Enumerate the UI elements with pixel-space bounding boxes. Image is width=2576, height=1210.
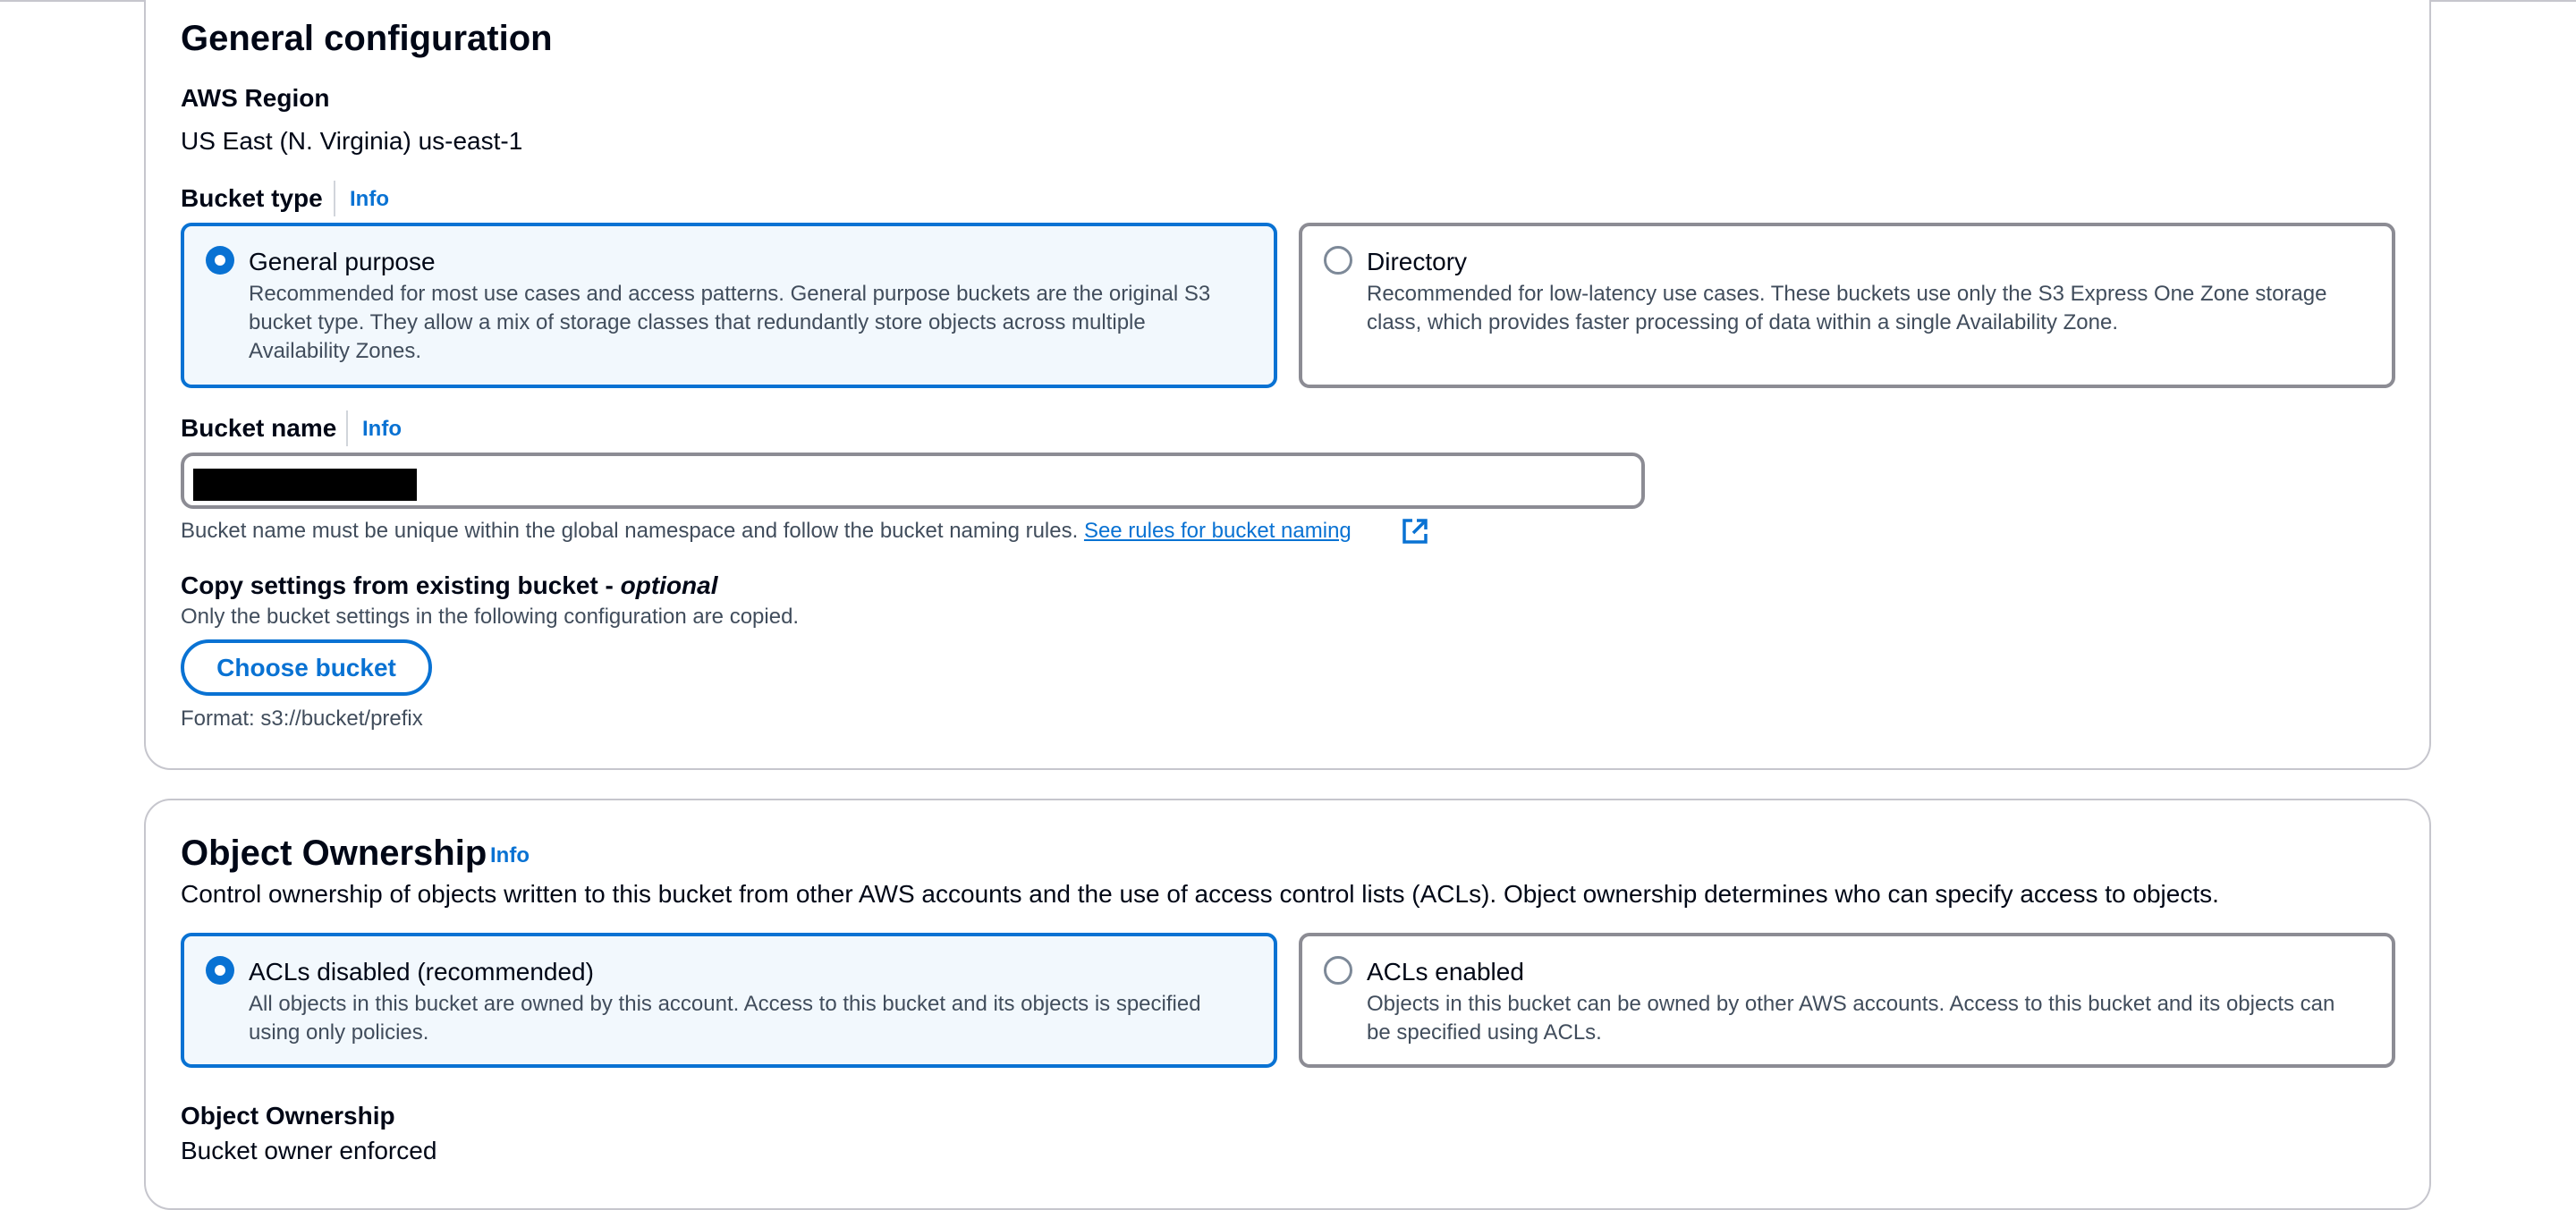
optional-tag: optional bbox=[620, 571, 718, 599]
acls-enabled-description: Objects in this bucket can be owned by other AWS accounts. Access to this bucket and its objects can be specified using ACLs. bbox=[1367, 992, 2335, 1045]
directory-description: Recommended for low-latency use cases. These buckets use only the S3 Express One Zone storage class, which provides faster processing of data within a single Availability Zone. bbox=[1367, 282, 2327, 334]
acls-disabled-title: ACLs disabled (recommended) bbox=[249, 958, 594, 986]
bucket-name-input[interactable] bbox=[181, 453, 1645, 509]
bucket-type-info-link[interactable]: Info bbox=[350, 187, 389, 211]
acls-disabled-description: All objects in this bucket are owned by this account. Access to this bucket and its objects is specified using only policies. bbox=[249, 992, 1201, 1045]
general-configuration-title: General configuration bbox=[181, 19, 553, 58]
object-ownership-result-label: Object Ownership bbox=[181, 1102, 395, 1130]
object-ownership-info-link[interactable]: Info bbox=[490, 843, 530, 867]
copy-settings-description: Only the bucket settings in the following configuration are copied. bbox=[181, 605, 800, 629]
acls-disabled-card[interactable] bbox=[181, 933, 1277, 1068]
bucket-type-general-purpose-card[interactable] bbox=[181, 223, 1277, 388]
directory-radio[interactable] bbox=[1324, 246, 1352, 275]
directory-title: Directory bbox=[1367, 248, 1468, 275]
copy-settings-label: Copy settings from existing bucket - optional bbox=[181, 571, 718, 599]
bucket-name-helper-text: Bucket name must be unique within the global namespace and follow the bucket naming rules. bbox=[181, 519, 1079, 543]
bucket-type-directory-card[interactable] bbox=[1299, 223, 2395, 388]
bucket-name-label: Bucket name bbox=[181, 414, 337, 442]
redacted-bucket-name bbox=[193, 469, 417, 501]
label-separator bbox=[334, 181, 335, 216]
general-purpose-description: Recommended for most use cases and access patterns. General purpose buckets are the original S3 bucket type. They allow a mix of storage classes that redundantly store objects across multiple Availability Zones. bbox=[249, 282, 1211, 363]
label-separator bbox=[346, 410, 348, 446]
bucket-naming-rules-link[interactable]: See rules for bucket naming bbox=[1083, 519, 1352, 543]
acls-enabled-card[interactable] bbox=[1299, 933, 2395, 1068]
bucket-name-info-link[interactable]: Info bbox=[362, 417, 402, 441]
bucket-type-label: Bucket type bbox=[181, 184, 323, 212]
acls-enabled-radio[interactable] bbox=[1324, 956, 1352, 985]
aws-region-label: AWS Region bbox=[181, 84, 330, 112]
external-link-icon[interactable] bbox=[1401, 517, 1429, 546]
object-ownership-result-value: Bucket owner enforced bbox=[181, 1137, 437, 1164]
general-purpose-radio[interactable] bbox=[206, 246, 234, 275]
acls-disabled-radio[interactable] bbox=[206, 956, 234, 985]
choose-bucket-button[interactable]: Choose bucket bbox=[181, 639, 432, 696]
object-ownership-description: Control ownership of objects written to this bucket from other AWS accounts and the use of access control lists (ACLs). Object ownership determines who can specify access to objects. bbox=[181, 880, 2219, 908]
object-ownership-title: Object Ownership bbox=[181, 833, 487, 873]
acls-enabled-title: ACLs enabled bbox=[1367, 958, 1524, 986]
aws-region-value: US East (N. Virginia) us-east-1 bbox=[181, 127, 523, 155]
bucket-name-helper bbox=[181, 520, 1352, 542]
format-hint: Format: s3://bucket/prefix bbox=[181, 707, 423, 731]
general-purpose-title: General purpose bbox=[249, 248, 436, 275]
